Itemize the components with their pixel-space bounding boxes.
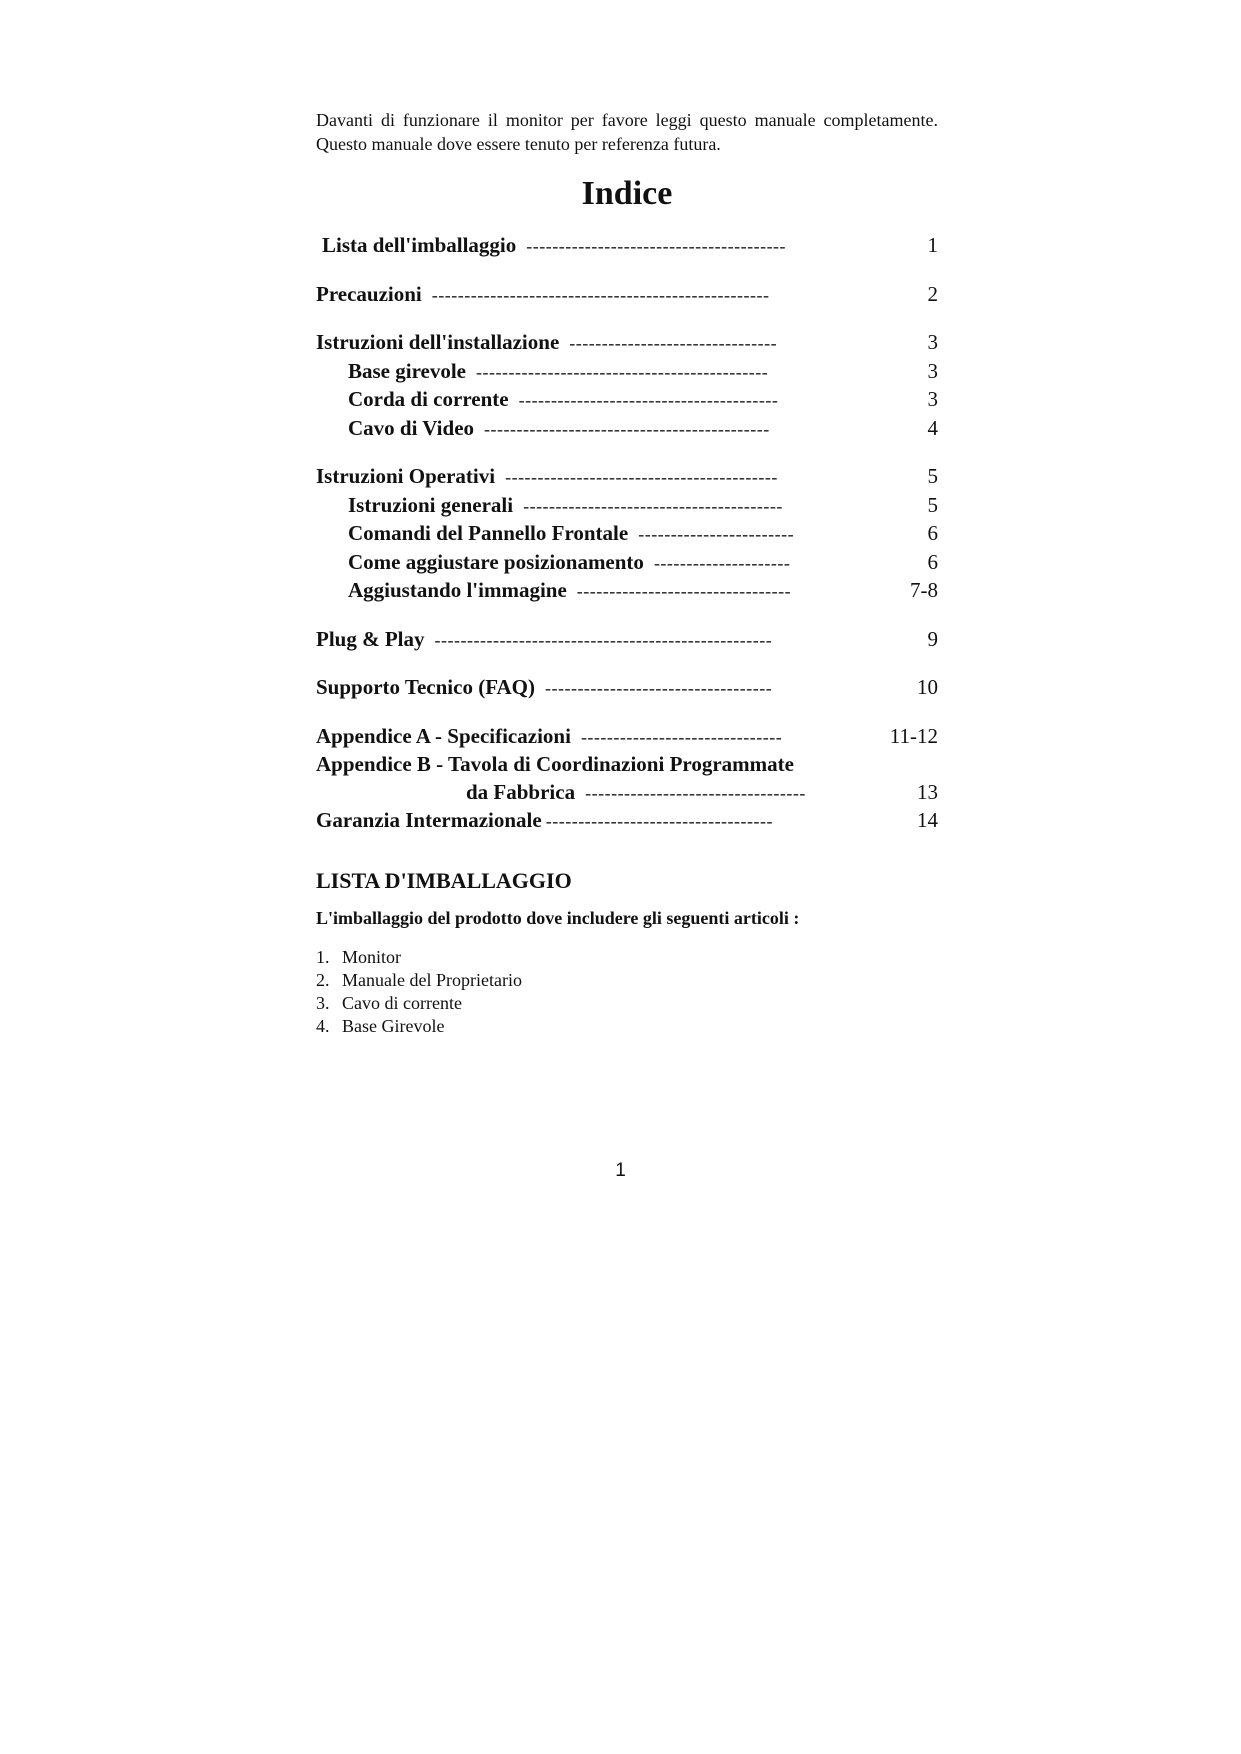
toc-subentry (316, 520, 938, 549)
toc-leader-dots: ------------------------------- (580, 726, 783, 747)
list-item-text: Monitor (342, 946, 402, 967)
toc-entry-label: Appendice B - Tavola di Coordinazioni Programmate (316, 752, 794, 776)
toc-entry-page: 9 (927, 626, 938, 651)
toc-entry-page: 13 (917, 779, 938, 804)
toc-subentry (316, 577, 938, 606)
toc-entry-label: Precauzioni (316, 281, 422, 306)
document-page (316, 108, 938, 1038)
toc-entry-label: Supporto Tecnico (FAQ) (316, 675, 535, 699)
toc-entry-label: Lista dell'imballaggio (322, 233, 517, 257)
toc-entry (316, 281, 938, 310)
toc-entry-page: 6 (927, 549, 938, 574)
list-item (316, 992, 938, 1015)
list-item-number: 3. (316, 992, 330, 1013)
toc-entry-page: 5 (927, 492, 938, 517)
toc-subentry (316, 549, 938, 578)
toc-entry-page: 3 (927, 358, 938, 383)
toc-entry-page: 11-12 (889, 723, 938, 748)
toc-entry-page: 5 (927, 464, 938, 488)
toc-entry (316, 329, 938, 358)
toc-leader-dots: ---------------------------------- (585, 782, 806, 803)
toc-leader-dots: ------------------------------------------ (505, 467, 778, 487)
list-item-number: 2. (316, 969, 330, 990)
list-item (316, 1015, 938, 1038)
toc-entry-label: Istruzioni dell'installazione (316, 330, 560, 354)
toc-entry-page: 2 (927, 281, 938, 306)
toc-entry-page: 4 (927, 415, 938, 440)
toc-subentry (316, 386, 938, 415)
toc-entry-label: da Fabbrica (466, 779, 576, 804)
toc-entry-label: Base girevole (348, 358, 467, 383)
toc-entry-page: 3 (927, 387, 938, 411)
list-item (316, 969, 938, 992)
toc-leader-dots: ---------------------------------------------------- (431, 284, 770, 305)
toc-entry-label: Come aggiustare posizionamento (348, 549, 644, 574)
toc-entry-page: 10 (917, 675, 938, 699)
toc-subentry (316, 358, 938, 387)
list-item (316, 946, 938, 969)
toc-entry (316, 626, 938, 655)
toc-entry-continuation (316, 779, 938, 808)
toc-entry (316, 674, 938, 703)
toc-entry-label: Comandi del Pannello Frontale (348, 521, 629, 545)
toc-leader-dots: ---------------------------------------- (518, 390, 779, 410)
toc-leader-dots: -------------------------------------------- (484, 418, 770, 439)
toc-entry (316, 751, 938, 779)
toc-entry-page: 6 (927, 521, 938, 545)
toc-entry (316, 723, 938, 752)
toc-entry-label: Appendice A - Specificazioni (316, 723, 571, 748)
toc-entry-page: 7-8 (910, 578, 938, 602)
toc-leader-dots: ----------------------------------- (545, 811, 774, 831)
table-of-contents (316, 232, 938, 836)
toc-entry-label: Aggiustando l'immagine (348, 578, 567, 602)
list-item-text: Base Girevole (342, 1015, 445, 1036)
toc-entry-label: Istruzioni generali (348, 492, 514, 517)
packing-list (316, 946, 938, 1038)
toc-leader-dots: --------------------- (653, 552, 791, 573)
toc-title: Indice (581, 175, 673, 212)
toc-entry (316, 807, 938, 836)
toc-entry-label: Garanzia Intermazionale (316, 808, 542, 832)
toc-leader-dots: ------------------------ (638, 524, 795, 544)
toc-entry-label: Plug & Play (316, 626, 425, 651)
toc-entry-page: 14 (917, 808, 938, 832)
toc-entry (316, 232, 938, 261)
packing-list-subtitle: L'imballaggio del prodotto dove includere gli seguenti articoli : (316, 907, 800, 928)
toc-subentry (316, 492, 938, 521)
toc-leader-dots: -------------------------------- (569, 333, 778, 353)
toc-leader-dots: ---------------------------------------- (523, 495, 783, 516)
toc-leader-dots: --------------------------------- (576, 581, 792, 601)
toc-entry-label: Cavo di Video (348, 415, 475, 440)
list-item-number: 4. (316, 1015, 330, 1036)
toc-leader-dots: ----------------------------------- (544, 678, 773, 698)
toc-leader-dots: ---------------------------------------------------- (434, 629, 773, 650)
toc-leader-dots: ---------------------------------------- (526, 236, 787, 256)
toc-entry-page: 3 (927, 330, 938, 354)
toc-entry-page: 1 (927, 233, 938, 257)
list-item-text: Cavo di corrente (342, 992, 462, 1013)
toc-subentry (316, 415, 938, 444)
packing-list-title: LISTA D'IMBALLAGGIO (316, 867, 572, 893)
toc-entry-label: Istruzioni Operativi (316, 464, 496, 488)
list-item-number: 1. (316, 946, 330, 967)
toc-leader-dots: --------------------------------------------- (476, 361, 769, 382)
toc-entry-label: Corda di corrente (348, 387, 509, 411)
list-item-text: Manuale del Proprietario (342, 969, 522, 990)
page-number: 1 (615, 1160, 626, 1181)
intro-paragraph: Davanti di funzionare il monitor per favore leggi questo manuale completamente. Questo manuale dove essere tenuto per referenza futura. (316, 110, 938, 154)
toc-entry (316, 463, 938, 492)
